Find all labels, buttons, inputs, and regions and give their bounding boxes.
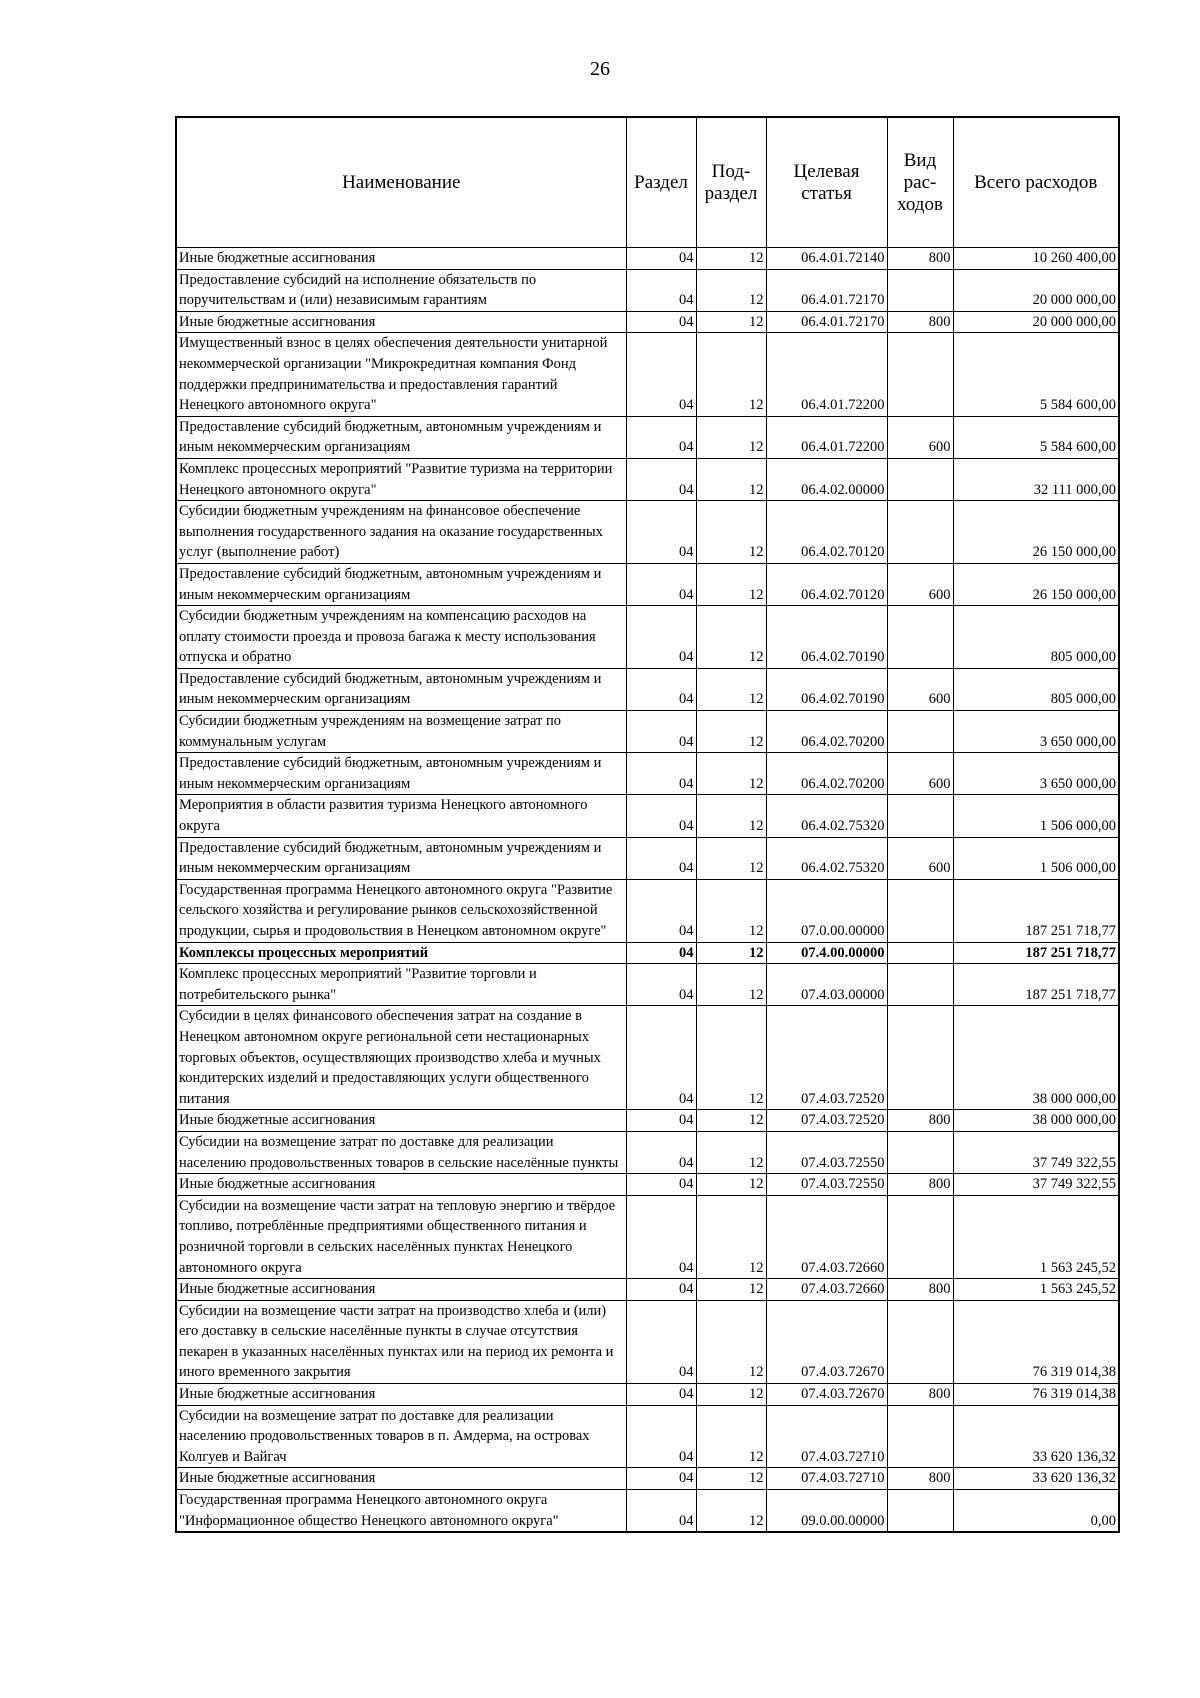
cell-name: Иные бюджетные ассигнования <box>176 1384 626 1406</box>
cell-name: Предоставление субсидий бюджетным, автономным учреждениям и иным некоммерческим организациям <box>176 837 626 879</box>
cell-target-article: 06.4.02.75320 <box>766 837 887 879</box>
table-row <box>176 668 1119 710</box>
cell-section: 04 <box>626 1110 696 1132</box>
cell-name: Иные бюджетные ассигнования <box>176 1110 626 1132</box>
cell-section: 04 <box>626 248 696 270</box>
table-row <box>176 1279 1119 1301</box>
cell-section: 04 <box>626 1279 696 1301</box>
cell-section: 04 <box>626 1195 696 1278</box>
table-header-row <box>176 117 1119 248</box>
cell-total: 38 000 000,00 <box>953 1110 1119 1132</box>
cell-expense-type: 800 <box>887 311 953 333</box>
cell-total: 33 620 136,32 <box>953 1468 1119 1490</box>
cell-expense-type <box>887 269 953 311</box>
cell-subsection: 12 <box>696 668 766 710</box>
cell-subsection: 12 <box>696 1300 766 1383</box>
cell-expense-type <box>887 942 953 964</box>
table-row <box>176 333 1119 416</box>
cell-expense-type: 600 <box>887 563 953 605</box>
cell-target-article: 06.4.01.72170 <box>766 269 887 311</box>
cell-target-article: 06.4.02.70200 <box>766 711 887 753</box>
table-row <box>176 458 1119 500</box>
cell-target-article: 06.4.02.00000 <box>766 458 887 500</box>
cell-subsection: 12 <box>696 458 766 500</box>
cell-target-article: 06.4.02.70200 <box>766 753 887 795</box>
cell-name: Субсидии на возмещение затрат по доставке для реализации населению продовольственных товаров в сельские населённые пункты <box>176 1131 626 1173</box>
cell-expense-type: 800 <box>887 248 953 270</box>
table-row <box>176 942 1119 964</box>
page-number: 26 <box>590 58 610 80</box>
cell-subsection: 12 <box>696 333 766 416</box>
table-row <box>176 606 1119 669</box>
cell-total: 26 150 000,00 <box>953 501 1119 564</box>
header-subsection: Под-раздел <box>696 117 766 248</box>
cell-target-article: 07.4.00.00000 <box>766 942 887 964</box>
cell-expense-type: 600 <box>887 416 953 458</box>
table-row <box>176 248 1119 270</box>
cell-subsection: 12 <box>696 563 766 605</box>
cell-subsection: 12 <box>696 311 766 333</box>
cell-subsection: 12 <box>696 1405 766 1468</box>
cell-target-article: 07.4.03.72550 <box>766 1131 887 1173</box>
cell-section: 04 <box>626 606 696 669</box>
header-name: Наименование <box>176 117 626 248</box>
cell-section: 04 <box>626 1006 696 1110</box>
table-row <box>176 1006 1119 1110</box>
cell-name: Иные бюджетные ассигнования <box>176 248 626 270</box>
cell-expense-type <box>887 1195 953 1278</box>
cell-name: Государственная программа Ненецкого автономного округа "Информационное общество Ненецкого автономного округа" <box>176 1490 626 1533</box>
cell-target-article: 06.4.01.72200 <box>766 333 887 416</box>
cell-subsection: 12 <box>696 795 766 837</box>
cell-name: Комплекс процессных мероприятий "Развитие туризма на территории Ненецкого автономного округа" <box>176 458 626 500</box>
cell-section: 04 <box>626 458 696 500</box>
cell-target-article: 07.0.00.00000 <box>766 879 887 942</box>
budget-table <box>175 116 1120 1533</box>
cell-subsection: 12 <box>696 1468 766 1490</box>
cell-target-article: 07.4.03.72550 <box>766 1174 887 1196</box>
cell-subsection: 12 <box>696 416 766 458</box>
cell-section: 04 <box>626 1490 696 1533</box>
cell-expense-type <box>887 1131 953 1173</box>
cell-target-article: 06.4.01.72200 <box>766 416 887 458</box>
cell-expense-type <box>887 458 953 500</box>
cell-section: 04 <box>626 1300 696 1383</box>
cell-name: Субсидии бюджетным учреждениям на финансовое обеспечение выполнения государственного задания на оказание государственных услуг (выполнение работ) <box>176 501 626 564</box>
cell-expense-type: 800 <box>887 1279 953 1301</box>
cell-section: 04 <box>626 1405 696 1468</box>
cell-expense-type: 800 <box>887 1174 953 1196</box>
cell-expense-type: 600 <box>887 753 953 795</box>
cell-section: 04 <box>626 311 696 333</box>
cell-name: Субсидии бюджетным учреждениям на возмещение затрат по коммунальным услугам <box>176 711 626 753</box>
cell-total: 187 251 718,77 <box>953 942 1119 964</box>
cell-section: 04 <box>626 563 696 605</box>
cell-expense-type: 800 <box>887 1110 953 1132</box>
cell-expense-type <box>887 879 953 942</box>
cell-subsection: 12 <box>696 1006 766 1110</box>
cell-name: Субсидии на возмещение затрат по доставке для реализации населению продовольственных товаров в п. Амдерма, на островах Колгуев и Вайгач <box>176 1405 626 1468</box>
cell-target-article: 07.4.03.72710 <box>766 1468 887 1490</box>
table-row <box>176 1490 1119 1533</box>
cell-total: 1 563 245,52 <box>953 1195 1119 1278</box>
cell-total: 1 506 000,00 <box>953 837 1119 879</box>
table-row <box>176 837 1119 879</box>
table-row <box>176 1300 1119 1383</box>
cell-total: 805 000,00 <box>953 668 1119 710</box>
table-row <box>176 416 1119 458</box>
header-total: Всего расходов <box>953 117 1119 248</box>
table-row <box>176 711 1119 753</box>
cell-subsection: 12 <box>696 248 766 270</box>
table-row <box>176 269 1119 311</box>
cell-name: Субсидии бюджетным учреждениям на компенсацию расходов на оплату стоимости проезда и провоза багажа к месту использования отпуска и обратно <box>176 606 626 669</box>
cell-total: 187 251 718,77 <box>953 964 1119 1006</box>
cell-subsection: 12 <box>696 837 766 879</box>
cell-total: 33 620 136,32 <box>953 1405 1119 1468</box>
cell-expense-type <box>887 795 953 837</box>
cell-name: Иные бюджетные ассигнования <box>176 1174 626 1196</box>
table-row <box>176 1195 1119 1278</box>
cell-section: 04 <box>626 501 696 564</box>
cell-total: 20 000 000,00 <box>953 269 1119 311</box>
cell-name: Предоставление субсидий на исполнение обязательств по поручительствам и (или) независимым гарантиям <box>176 269 626 311</box>
cell-expense-type <box>887 1006 953 1110</box>
cell-total: 3 650 000,00 <box>953 711 1119 753</box>
cell-expense-type <box>887 1490 953 1533</box>
cell-section: 04 <box>626 711 696 753</box>
cell-target-article: 06.4.02.70190 <box>766 668 887 710</box>
cell-subsection: 12 <box>696 1174 766 1196</box>
table-row <box>176 753 1119 795</box>
cell-target-article: 06.4.02.70120 <box>766 501 887 564</box>
cell-expense-type <box>887 711 953 753</box>
cell-subsection: 12 <box>696 1110 766 1132</box>
cell-total: 32 111 000,00 <box>953 458 1119 500</box>
cell-subsection: 12 <box>696 606 766 669</box>
cell-total: 20 000 000,00 <box>953 311 1119 333</box>
cell-subsection: 12 <box>696 753 766 795</box>
cell-total: 37 749 322,55 <box>953 1174 1119 1196</box>
cell-section: 04 <box>626 333 696 416</box>
cell-total: 1 506 000,00 <box>953 795 1119 837</box>
cell-target-article: 06.4.01.72170 <box>766 311 887 333</box>
cell-expense-type: 600 <box>887 668 953 710</box>
cell-name: Субсидии в целях финансового обеспечения затрат на создание в Ненецком автономном округе региональной сети нестационарных торговых объектов, осуществляющих производство хлеба и мучных кондитерских изделий и предоставляющих услуги общественного питания <box>176 1006 626 1110</box>
cell-name: Предоставление субсидий бюджетным, автономным учреждениям и иным некоммерческим организациям <box>176 668 626 710</box>
cell-total: 0,00 <box>953 1490 1119 1533</box>
cell-name: Имущественный взнос в целях обеспечения деятельности унитарной некоммерческой организации "Микрокредитная компания Фонд поддержки предпринимательства и предоставления гарантий Ненецкого автономного округа" <box>176 333 626 416</box>
cell-section: 04 <box>626 269 696 311</box>
table-row <box>176 1384 1119 1406</box>
cell-target-article: 06.4.02.75320 <box>766 795 887 837</box>
cell-total: 805 000,00 <box>953 606 1119 669</box>
cell-section: 04 <box>626 753 696 795</box>
table-row <box>176 1131 1119 1173</box>
cell-target-article: 09.0.00.00000 <box>766 1490 887 1533</box>
cell-total: 37 749 322,55 <box>953 1131 1119 1173</box>
cell-section: 04 <box>626 795 696 837</box>
cell-subsection: 12 <box>696 1490 766 1533</box>
cell-name: Субсидии на возмещение части затрат на производство хлеба и (или) его доставку в сельские населённые пункты в случае отсутствия пекарен в указанных населённых пунктах или на период их ремонта и иного временного закрытия <box>176 1300 626 1383</box>
cell-subsection: 12 <box>696 501 766 564</box>
cell-total: 10 260 400,00 <box>953 248 1119 270</box>
header-expense-type: Вид рас-ходов <box>887 117 953 248</box>
cell-subsection: 12 <box>696 1279 766 1301</box>
cell-expense-type <box>887 501 953 564</box>
cell-subsection: 12 <box>696 942 766 964</box>
cell-total: 187 251 718,77 <box>953 879 1119 942</box>
table-row <box>176 563 1119 605</box>
cell-name: Иные бюджетные ассигнования <box>176 1468 626 1490</box>
cell-subsection: 12 <box>696 1384 766 1406</box>
cell-name: Предоставление субсидий бюджетным, автономным учреждениям и иным некоммерческим организациям <box>176 416 626 458</box>
cell-total: 1 563 245,52 <box>953 1279 1119 1301</box>
cell-expense-type: 800 <box>887 1468 953 1490</box>
cell-subsection: 12 <box>696 269 766 311</box>
table-row <box>176 1110 1119 1132</box>
cell-name: Субсидии на возмещение части затрат на тепловую энергию и твёрдое топливо, потреблённые предприятиями общественного питания и розничной торговли в сельских населённых пунктах Ненецкого автономного округа <box>176 1195 626 1278</box>
cell-target-article: 07.4.03.00000 <box>766 964 887 1006</box>
cell-name: Государственная программа Ненецкого автономного округа "Развитие сельского хозяйства и регулирование рынков сельскохозяйственной продукции, сырья и продовольствия в Ненецком автономном округе" <box>176 879 626 942</box>
cell-target-article: 07.4.03.72660 <box>766 1195 887 1278</box>
cell-section: 04 <box>626 964 696 1006</box>
cell-total: 5 584 600,00 <box>953 416 1119 458</box>
table-row <box>176 879 1119 942</box>
cell-section: 04 <box>626 837 696 879</box>
cell-total: 5 584 600,00 <box>953 333 1119 416</box>
cell-name: Предоставление субсидий бюджетным, автономным учреждениям и иным некоммерческим организациям <box>176 563 626 605</box>
cell-target-article: 07.4.03.72520 <box>766 1110 887 1132</box>
table-row <box>176 1174 1119 1196</box>
cell-section: 04 <box>626 942 696 964</box>
cell-expense-type <box>887 964 953 1006</box>
cell-name: Комплексы процессных мероприятий <box>176 942 626 964</box>
cell-name: Предоставление субсидий бюджетным, автономным учреждениям и иным некоммерческим организациям <box>176 753 626 795</box>
cell-target-article: 07.4.03.72670 <box>766 1300 887 1383</box>
cell-target-article: 07.4.03.72710 <box>766 1405 887 1468</box>
cell-target-article: 06.4.01.72140 <box>766 248 887 270</box>
cell-target-article: 06.4.02.70120 <box>766 563 887 605</box>
cell-total: 26 150 000,00 <box>953 563 1119 605</box>
table-row <box>176 795 1119 837</box>
header-target-article: Целевая статья <box>766 117 887 248</box>
cell-expense-type <box>887 333 953 416</box>
cell-name: Мероприятия в области развития туризма Ненецкого автономного округа <box>176 795 626 837</box>
cell-section: 04 <box>626 416 696 458</box>
table-row <box>176 501 1119 564</box>
table-row <box>176 964 1119 1006</box>
cell-total: 76 319 014,38 <box>953 1300 1119 1383</box>
cell-name: Комплекс процессных мероприятий "Развитие торговли и потребительского рынка" <box>176 964 626 1006</box>
cell-expense-type <box>887 1405 953 1468</box>
cell-expense-type <box>887 1300 953 1383</box>
cell-section: 04 <box>626 1131 696 1173</box>
table-row <box>176 1405 1119 1468</box>
cell-target-article: 07.4.03.72520 <box>766 1006 887 1110</box>
cell-section: 04 <box>626 1384 696 1406</box>
cell-name: Иные бюджетные ассигнования <box>176 311 626 333</box>
cell-target-article: 06.4.02.70190 <box>766 606 887 669</box>
cell-total: 38 000 000,00 <box>953 1006 1119 1110</box>
header-section: Раздел <box>626 117 696 248</box>
cell-section: 04 <box>626 879 696 942</box>
table-row <box>176 1468 1119 1490</box>
cell-total: 76 319 014,38 <box>953 1384 1119 1406</box>
table-row <box>176 311 1119 333</box>
cell-section: 04 <box>626 668 696 710</box>
cell-section: 04 <box>626 1174 696 1196</box>
cell-target-article: 07.4.03.72660 <box>766 1279 887 1301</box>
cell-name: Иные бюджетные ассигнования <box>176 1279 626 1301</box>
cell-target-article: 07.4.03.72670 <box>766 1384 887 1406</box>
cell-subsection: 12 <box>696 711 766 753</box>
cell-section: 04 <box>626 1468 696 1490</box>
cell-subsection: 12 <box>696 1131 766 1173</box>
cell-total: 3 650 000,00 <box>953 753 1119 795</box>
cell-expense-type: 800 <box>887 1384 953 1406</box>
cell-subsection: 12 <box>696 1195 766 1278</box>
cell-expense-type: 600 <box>887 837 953 879</box>
cell-expense-type <box>887 606 953 669</box>
cell-subsection: 12 <box>696 964 766 1006</box>
cell-subsection: 12 <box>696 879 766 942</box>
